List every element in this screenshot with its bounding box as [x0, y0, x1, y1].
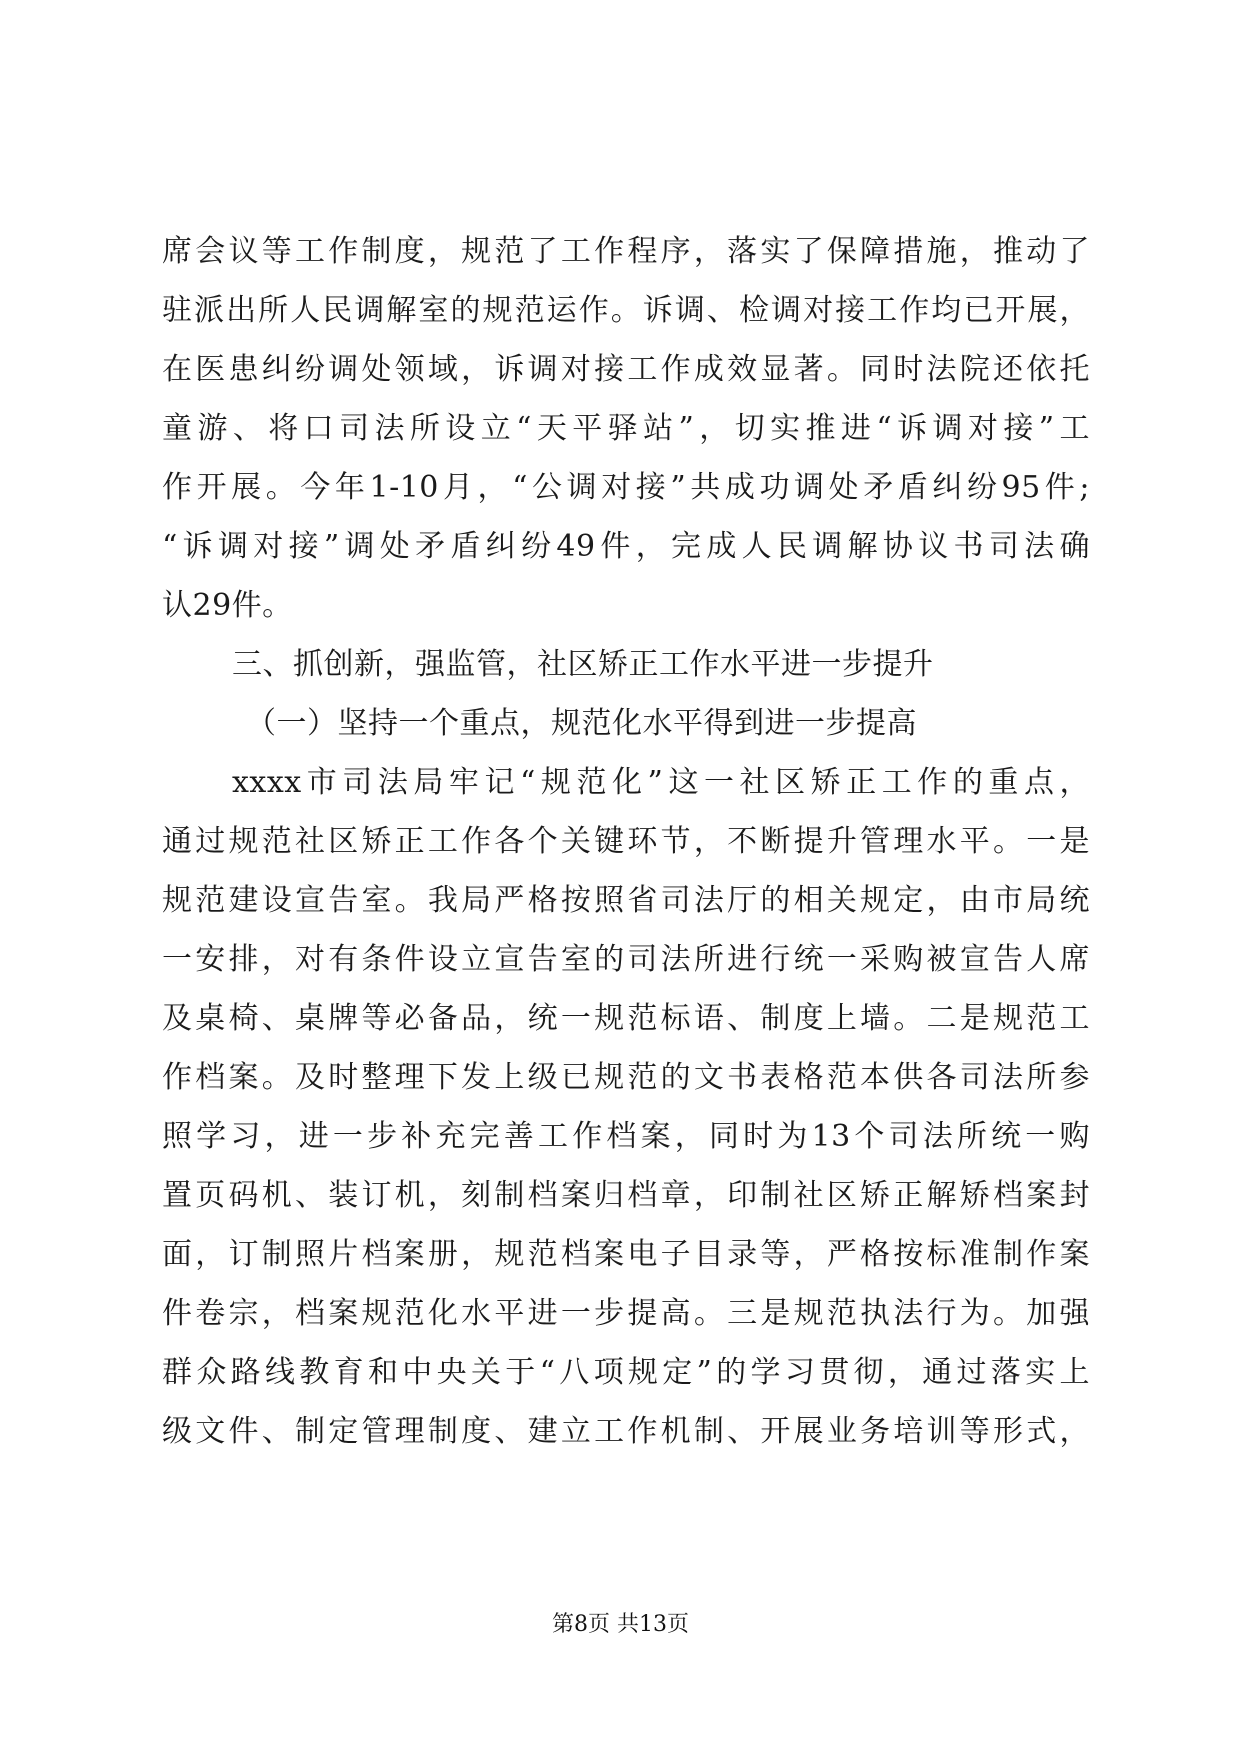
text-line: 件卷宗，档案规范化水平进一步提高。三是规范执法行为。加强 — [162, 1296, 1090, 1331]
text-line: 作开展。今年1-10月，“公调对接”共成功调处矛盾纠纷95件; — [162, 470, 1090, 505]
document-body — [162, 222, 1090, 1461]
text-line: “诉调对接”调处矛盾纠纷49件，完成人民调解协议书司法确 — [162, 529, 1090, 564]
text-line: 一安排，对有条件设立宣告室的司法所进行统一采购被宣告人席 — [162, 942, 1090, 977]
text-line: 群众路线教育和中央关于“八项规定”的学习贯彻，通过落实上 — [162, 1355, 1090, 1390]
subsection-heading: （一）坚持一个重点，规范化水平得到进一步提高 — [246, 706, 917, 741]
text-line: 驻派出所人民调解室的规范运作。诉调、检调对接工作均已开展， — [162, 293, 1090, 328]
text-line: 席会议等工作制度，规范了工作程序，落实了保障措施，推动了 — [162, 234, 1090, 269]
text-line: 作档案。及时整理下发上级已规范的文书表格范本供各司法所参 — [162, 1060, 1090, 1095]
text-line: 级文件、制定管理制度、建立工作机制、开展业务培训等形式， — [162, 1414, 1090, 1449]
text-line: 置页码机、装订机，刻制档案归档章，印制社区矫正解矫档案封 — [162, 1178, 1090, 1213]
text-line: 规范建设宣告室。我局严格按照省司法厅的相关规定，由市局统 — [162, 883, 1090, 918]
text-line: 及桌椅、桌牌等必备品，统一规范标语、制度上墙。二是规范工 — [162, 1001, 1090, 1036]
text-line: 面，订制照片档案册，规范档案电子目录等，严格按标准制作案 — [162, 1237, 1090, 1272]
text-line: 在医患纠纷调处领域，诉调对接工作成效显著。同时法院还依托 — [162, 352, 1090, 387]
text-line: 通过规范社区矫正工作各个关键环节，不断提升管理水平。一是 — [162, 824, 1090, 859]
text-line: 照学习，进一步补充完善工作档案，同时为13个司法所统一购 — [162, 1119, 1090, 1154]
paragraph-first-line: xxxx市司法局牢记“规范化”这一社区矫正工作的重点， — [232, 765, 1090, 800]
page-number-footer: 第8页 共13页 — [552, 1612, 689, 1637]
text-line: 认29件。 — [162, 588, 293, 623]
section-heading: 三、抓创新，强监管，社区矫正工作水平进一步提升 — [232, 647, 934, 682]
text-line: 童游、将口司法所设立“天平驿站”，切实推进“诉调对接”工 — [162, 411, 1090, 446]
